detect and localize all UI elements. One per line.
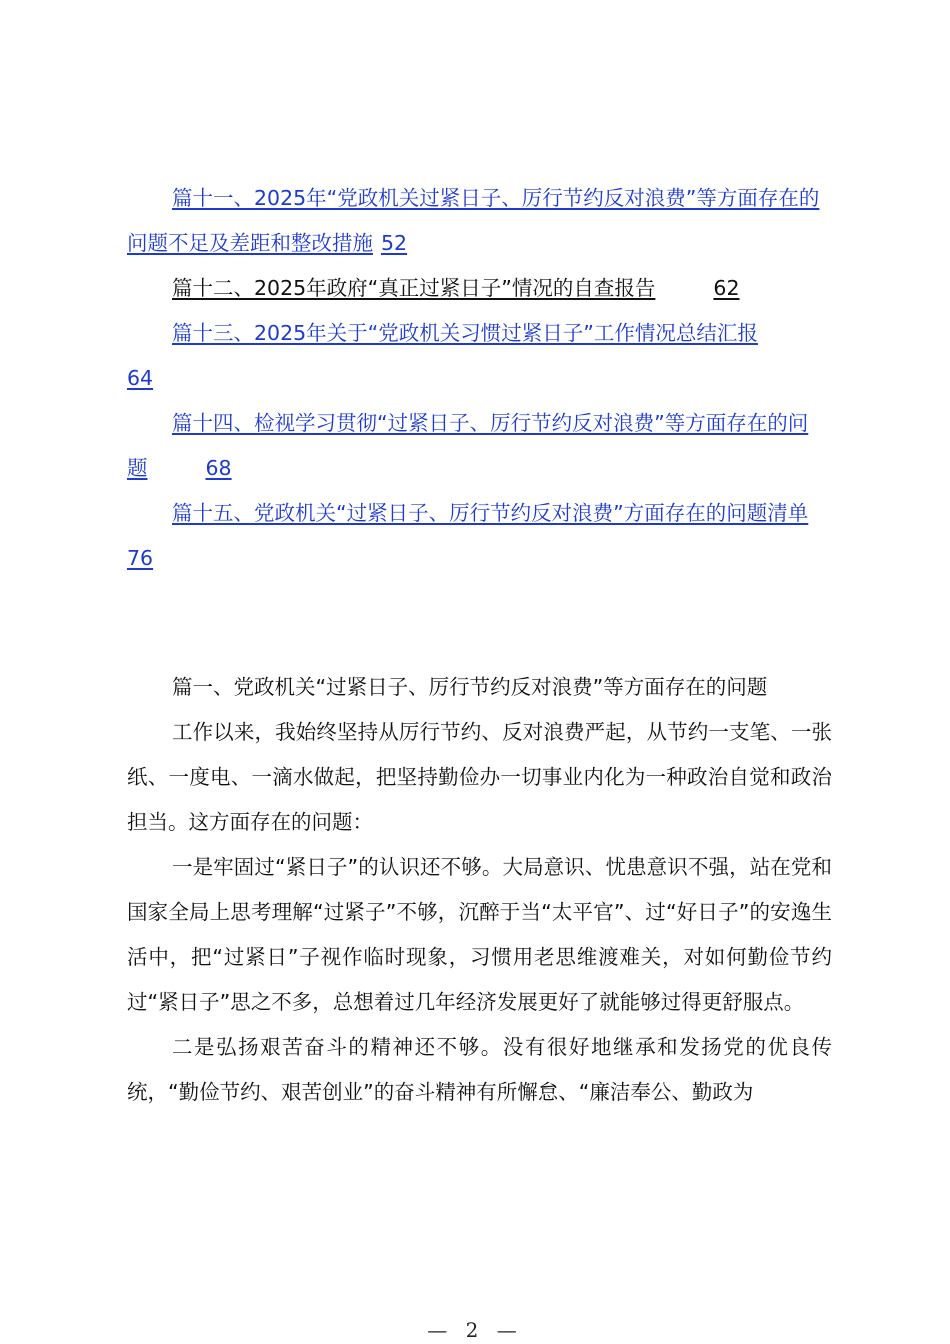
toc-entry-page: 76 — [127, 546, 154, 570]
toc-entry-page: 68 — [205, 456, 232, 480]
toc-entry-12[interactable] — [127, 266, 827, 311]
toc-entry-title: 篇十四、检视学习贯彻“过紧日子、厉行节约反对浪费”等方面存在的问题 — [127, 411, 809, 480]
paragraph-point-2: 二是弘扬艰苦奋斗的精神还不够。没有很好地继承和发扬党的优良传统，“勤俭节约、艰苦创业”的奋斗精神有所懈怠、“廉洁奉公、勤政为 — [127, 1035, 832, 1104]
paragraph-intro: 工作以来，我始终坚持从厉行节约、反对浪费严起，从节约一支笔、一张纸、一度电、一滴水做起，把坚持勤俭办一切事业内化为一种政治自觉和政治担当。这方面存在的问题： — [127, 720, 832, 834]
section-heading: 篇一、党政机关“过紧日子、厉行节约反对浪费”等方面存在的问题 — [172, 675, 768, 699]
toc-entry-title: 篇十一、2025年“党政机关过紧日子、厉行节约反对浪费”等方面存在的问题不足及差距和整改措施 — [127, 186, 820, 255]
toc-entry-15[interactable] — [127, 491, 827, 581]
toc-entry-title: 篇十二、2025年政府“真正过紧日子”情况的自查报告 — [172, 276, 656, 300]
paragraph-point-1: 一是牢固过“紧日子”的认识还不够。大局意识、忧患意识不强，站在党和国家全局上思考理解“过紧子”不够，沉醉于当“太平官”、过“好日子”的安逸生活中，把“过紧日”子视作临时现象，习惯用老思维渡难关，对如何勤俭节约过“紧日子”思之不多，总想着过几年经济发展更好了就能够过得更舒服点。 — [127, 855, 832, 1014]
toc-entry-page: 52 — [381, 231, 408, 255]
page-number: — 2 — — [427, 1318, 523, 1342]
article-body — [127, 665, 832, 1115]
toc-entry-11[interactable] — [127, 176, 827, 266]
toc-entry-page: 62 — [713, 276, 740, 300]
toc-entry-title: 篇十五、党政机关“过紧日子、厉行节约反对浪费”方面存在的问题清单 — [172, 501, 809, 525]
toc-entry-13[interactable] — [127, 311, 827, 401]
toc-entry-page: 64 — [127, 366, 154, 390]
toc-entry-title: 篇十三、2025年关于“党政机关习惯过紧日子”工作情况总结汇报 — [172, 321, 758, 345]
table-of-contents — [127, 176, 827, 581]
toc-entry-14[interactable] — [127, 401, 827, 491]
